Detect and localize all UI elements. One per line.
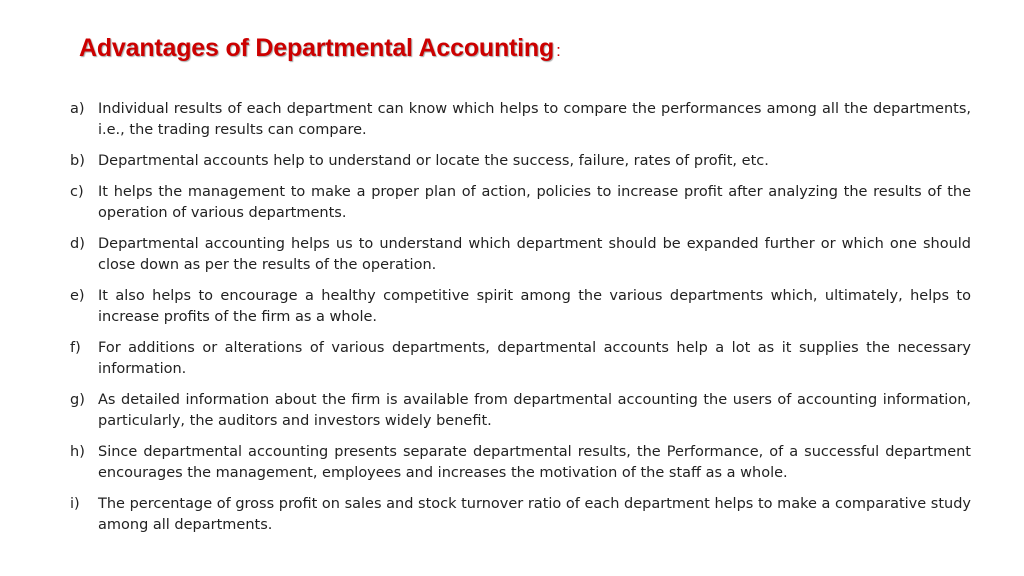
list-item-marker: g) xyxy=(70,392,85,408)
list-item-text: Departmental accounts help to understand or locate the success, failure, rates of profit, etc. xyxy=(98,153,769,169)
list-item-text: It also helps to encourage a healthy competitive spirit among the various departments which, ultimately, helps to increase profits of the firm as a whole. xyxy=(98,288,971,325)
list-item xyxy=(70,390,971,432)
list-item-marker: a) xyxy=(70,101,85,117)
list-item-text: It helps the management to make a proper plan of action, policies to increase profit after analyzing the results of the operation of various departments. xyxy=(98,184,971,221)
list-item xyxy=(70,182,971,224)
slide-title xyxy=(79,34,561,63)
list-item xyxy=(70,494,971,536)
list-item xyxy=(70,286,971,328)
list-item xyxy=(70,151,971,172)
list-item-marker: f) xyxy=(70,340,81,356)
list-item-marker: i) xyxy=(70,496,80,512)
list-item xyxy=(70,234,971,276)
list-item-marker: h) xyxy=(70,444,85,460)
slide-title-text: Advantages of Departmental Accounting xyxy=(79,34,555,62)
list-item-text: Individual results of each department can know which helps to compare the performances among all the departments, i.e., the trading results can compare. xyxy=(98,101,971,138)
list-item-text: For additions or alterations of various departments, departmental accounts help a lot as it supplies the necessary information. xyxy=(98,340,971,377)
list-item-marker: b) xyxy=(70,153,85,169)
slide-title-colon: : xyxy=(556,41,561,60)
list-item xyxy=(70,99,971,141)
list-item xyxy=(70,338,971,380)
advantages-list xyxy=(70,99,971,546)
list-item-text: The percentage of gross profit on sales and stock turnover ratio of each department helps to make a comparative study among all departments. xyxy=(98,496,971,533)
list-item-text: Since departmental accounting presents separate departmental results, the Performance, of a successful department encourages the management, employees and increases the motivation of the staff as a whole. xyxy=(98,444,971,481)
list-item-marker: e) xyxy=(70,288,85,304)
list-item-marker: d) xyxy=(70,236,85,252)
list-item xyxy=(70,442,971,484)
list-item-marker: c) xyxy=(70,184,84,200)
list-item-text: As detailed information about the firm is available from departmental accounting the users of accounting information, particularly, the auditors and investors widely benefit. xyxy=(98,392,971,429)
list-item-text: Departmental accounting helps us to understand which department should be expanded further or which one should close down as per the results of the operation. xyxy=(98,236,971,273)
